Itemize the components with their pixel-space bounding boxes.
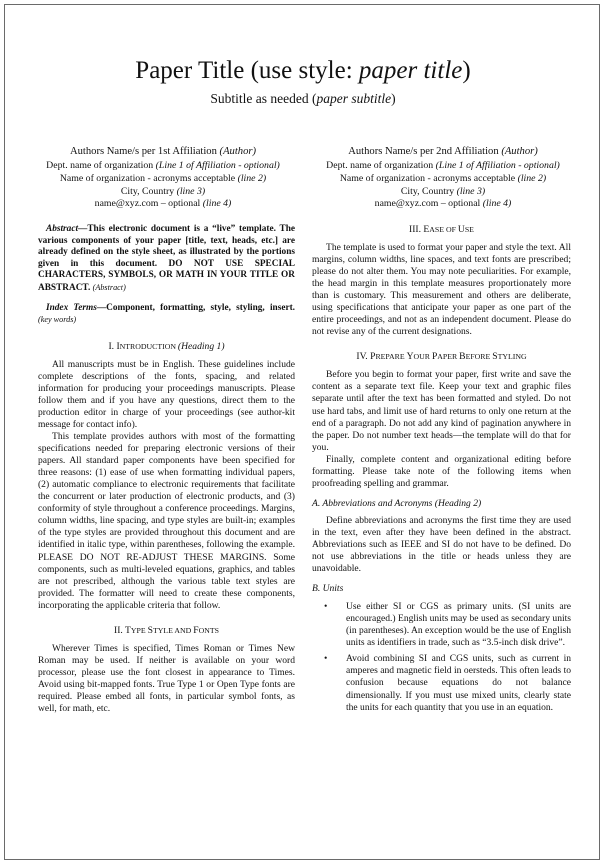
prepare-paragraph-2: Finally, complete content and organizational editing before formatting. Please take note of the following items when proofreading spelling and grammar.	[312, 453, 571, 489]
heading-ease-of-use: III. EASE OF USE	[409, 224, 474, 235]
author-block-1	[28, 145, 298, 211]
heading-units: B. Units	[312, 583, 344, 595]
heading-introduction: I. INTRODUCTION (Heading 1)	[108, 340, 225, 352]
paper-title: Paper Title (use style: paper title)	[135, 57, 471, 84]
heading-prepare-paper: IV. PREPARE YOUR PAPER BEFORE STYLING	[356, 351, 527, 363]
heading-abbreviations: A. Abbreviations and Acronyms (Heading 2)	[312, 497, 482, 509]
abstract: Abstract—This electronic document is a “live” template. The various components of your paper [title, text, heads, etc.] are already defined on the style sheet, as illustrated by the portions given in this document. DO NOT USE SPECIAL CHARACTERS, SYMBOLS, OR MATH IN YOUR TITLE OR ABSTRACT. (Abstract)	[38, 224, 295, 293]
list-item: • Use either SI or CGS as primary units. (SI units are encouraged.) English units may be used as secondary units (in parentheses). An exception would be the use of English units as identifiers in trade, such as “3.5-inch disk drive”.	[324, 601, 571, 649]
left-column	[38, 224, 295, 715]
paper-subtitle: Subtitle as needed (paper subtitle)	[210, 91, 396, 106]
right-column	[312, 224, 571, 718]
bullet-icon: •	[324, 653, 328, 665]
author-block-2	[308, 145, 578, 211]
author-email: name@xyz.com – optional (line 4)	[374, 198, 512, 210]
list-item: • Avoid combining SI and CGS units, such as current in amperes and magnetic field in oersteds. This often leads to confusion because equations do not balance dimensionally. If you must use mixed units, clearly state the units for each quantity that you use in an equation.	[324, 653, 571, 713]
type-style-paragraph-1: Wherever Times is specified, Times Roman or Times New Roman may be used. If neither is available on your word processor, please use the font closest in appearance to Times. Avoid using bit-mapped fonts. True Type 1 or Open Type fonts are required. Please embed all fonts, in particular symbol fonts, as well, for math, etc.	[38, 642, 295, 714]
intro-paragraph-2: This template provides authors with most of the formatting specifications needed for preparing electronic versions of their papers. All standard paper components have been specified for three reasons: (1) ease of use when formatting individual papers, (2) automatic compliance to electronic requirements that facilitate the concurrent or later production of electronic products, and (3) conformity of style throughout a conference proceedings. Margins, column widths, line spacing, and type styles are built-in; examples of the type styles are provided throughout this document and are identified in italic type, within parentheses, following the example. PLEASE DO NOT RE-ADJUST THESE MARGINS. Some components, such as multi-leveled equations, graphics, and tables are not prescribed, although the various table text styles are provided. The formatter will need to create these components, incorporating the applicable criteria that follow.	[38, 431, 295, 611]
units-list	[312, 601, 571, 713]
author-dept: Dept. name of organization (Line 1 of Affiliation - optional)	[46, 160, 280, 171]
index-terms: Index Terms—Component, formatting, style, styling, insert. (key words)	[38, 302, 295, 325]
author-dept: Dept. name of organization (Line 1 of Affiliation - optional)	[326, 160, 560, 171]
ease-of-use-paragraph-1: The template is used to format your paper and style the text. All margins, column widths, line spaces, and text fonts are prescribed; please do not alter them. You may note peculiarities. For example, the head margin in this template measures proportionately more than is customary. This measurement and others are deliberate, using specifications that anticipate your paper as one part of the entire proceedings, and not as an independent document. Please do not revise any of the current designations.	[312, 242, 571, 338]
intro-paragraph-1: All manuscripts must be in English. These guidelines include complete descriptions of the fonts, spacing, and related information for producing your proceedings manuscripts. Please follow them and if you have any questions, direct them to the production editor in charge of your proceedings (see author-kit message for contact info).	[38, 358, 295, 430]
author-email: name@xyz.com – optional (line 4)	[94, 198, 232, 210]
author-org: Name of organization - acronyms acceptable (line 2)	[339, 172, 547, 184]
abbreviations-paragraph-1: Define abbreviations and acronyms the first time they are used in the text, even after they have been defined in the abstract. Abbreviations such as IEEE and SI do not have to be defined. Do not use abbreviations in the title or heads unless they are unavoidable.	[312, 514, 571, 575]
prepare-paragraph-1: Before you begin to format your paper, first write and save the content as a separate text file. Keep your text and graphic files separate until after the text has been formatted and styled. Do not use hard tabs, and limit use of hard returns to only one return at the end of a paragraph. Do not add any kind of pagination anywhere in the paper. Do not number text heads—the template will do that for you.	[312, 369, 571, 453]
author-name: Authors Name/s per 1st Affiliation (Author)	[69, 146, 257, 157]
author-name: Authors Name/s per 2nd Affiliation (Author)	[348, 146, 538, 157]
author-city: City, Country (line 3)	[400, 185, 486, 197]
bullet-icon: •	[324, 601, 328, 613]
author-org: Name of organization - acronyms acceptable (line 2)	[59, 172, 267, 184]
author-city: City, Country (line 3)	[120, 185, 206, 197]
heading-type-style: II. TYPE STYLE AND FONTS	[114, 624, 219, 636]
